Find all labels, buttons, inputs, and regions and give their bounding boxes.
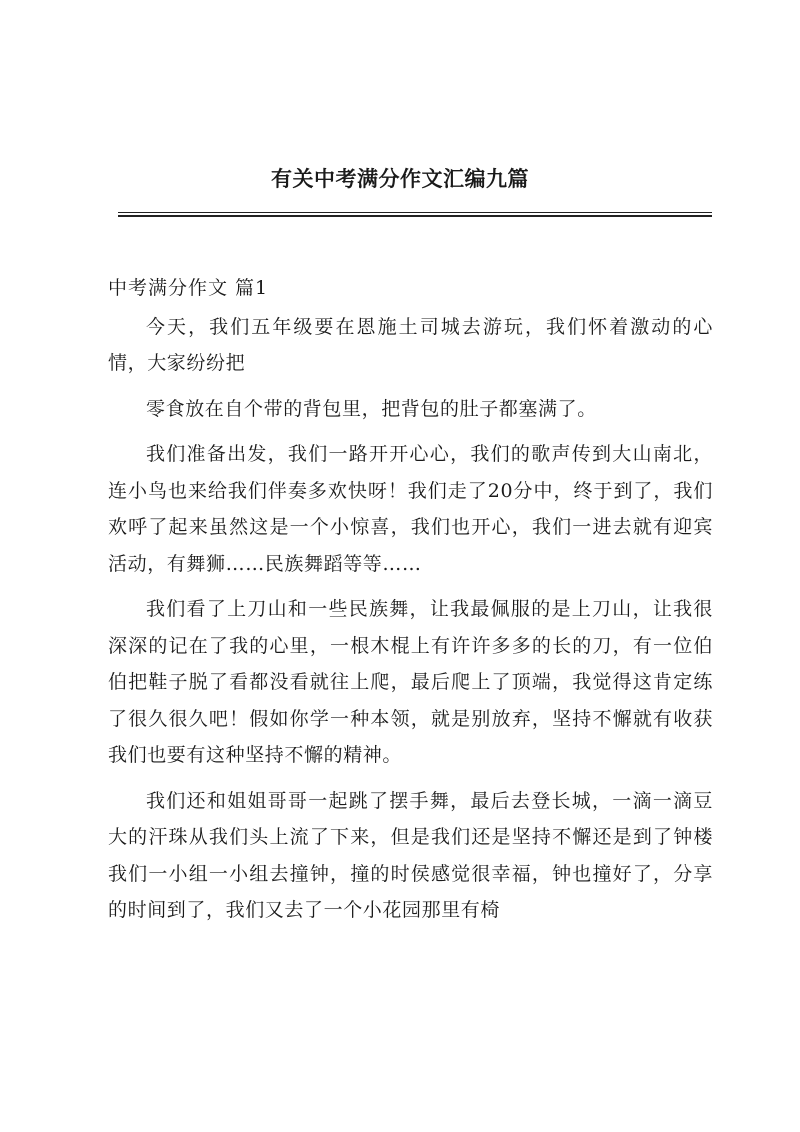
section-heading: 中考满分作文 篇1 (108, 277, 269, 299)
paragraph-3: 我们准备出发，我们一路开开心心，我们的歌声传到大山南北，连小鸟也来给我们伴奏多欢快呀！我们走了20分中，终于到了，我们欢呼了起来虽然这是一个小惊喜，我们也开心，我们一进去就有迎宾活动，有舞狮……民族舞蹈等等…… (108, 443, 713, 575)
paragraph-1: 今天，我们五年级要在恩施土司城去游玩，我们怀着激动的心情，大家纷纷把 (108, 315, 713, 374)
paragraph-4: 我们看了上刀山和一些民族舞，让我最佩服的是上刀山，让我很深深的记在了我的心里，一根木棍上有许许多多的长的刀，有一位伯伯把鞋子脱了看都没看就往上爬，最后爬上了顶端，我觉得这肯定练了很久很久吧！假如你学一种本领，就是别放弃，坚持不懈就有收获我们也要有这种坚持不懈的精神。 (108, 598, 713, 766)
paragraph-5: 我们还和姐姐哥哥一起跳了摆手舞，最后去登长城，一滴一滴豆大的汗珠从我们头上流了下来，但是我们还是坚持不懈还是到了钟楼我们一小组一小组去撞钟，撞的时侯感觉很幸福，钟也撞好了，分享的时间到了，我们又去了一个小花园那里有椅 (108, 789, 713, 921)
title-rule-thin (118, 212, 712, 213)
paragraph-2: 零食放在自个带的背包里，把背包的肚子都塞满了。 (146, 397, 597, 420)
title-rule-thick (118, 215, 712, 217)
document-body (108, 270, 713, 938)
document-title: 有关中考满分作文汇编九篇 (271, 166, 529, 191)
